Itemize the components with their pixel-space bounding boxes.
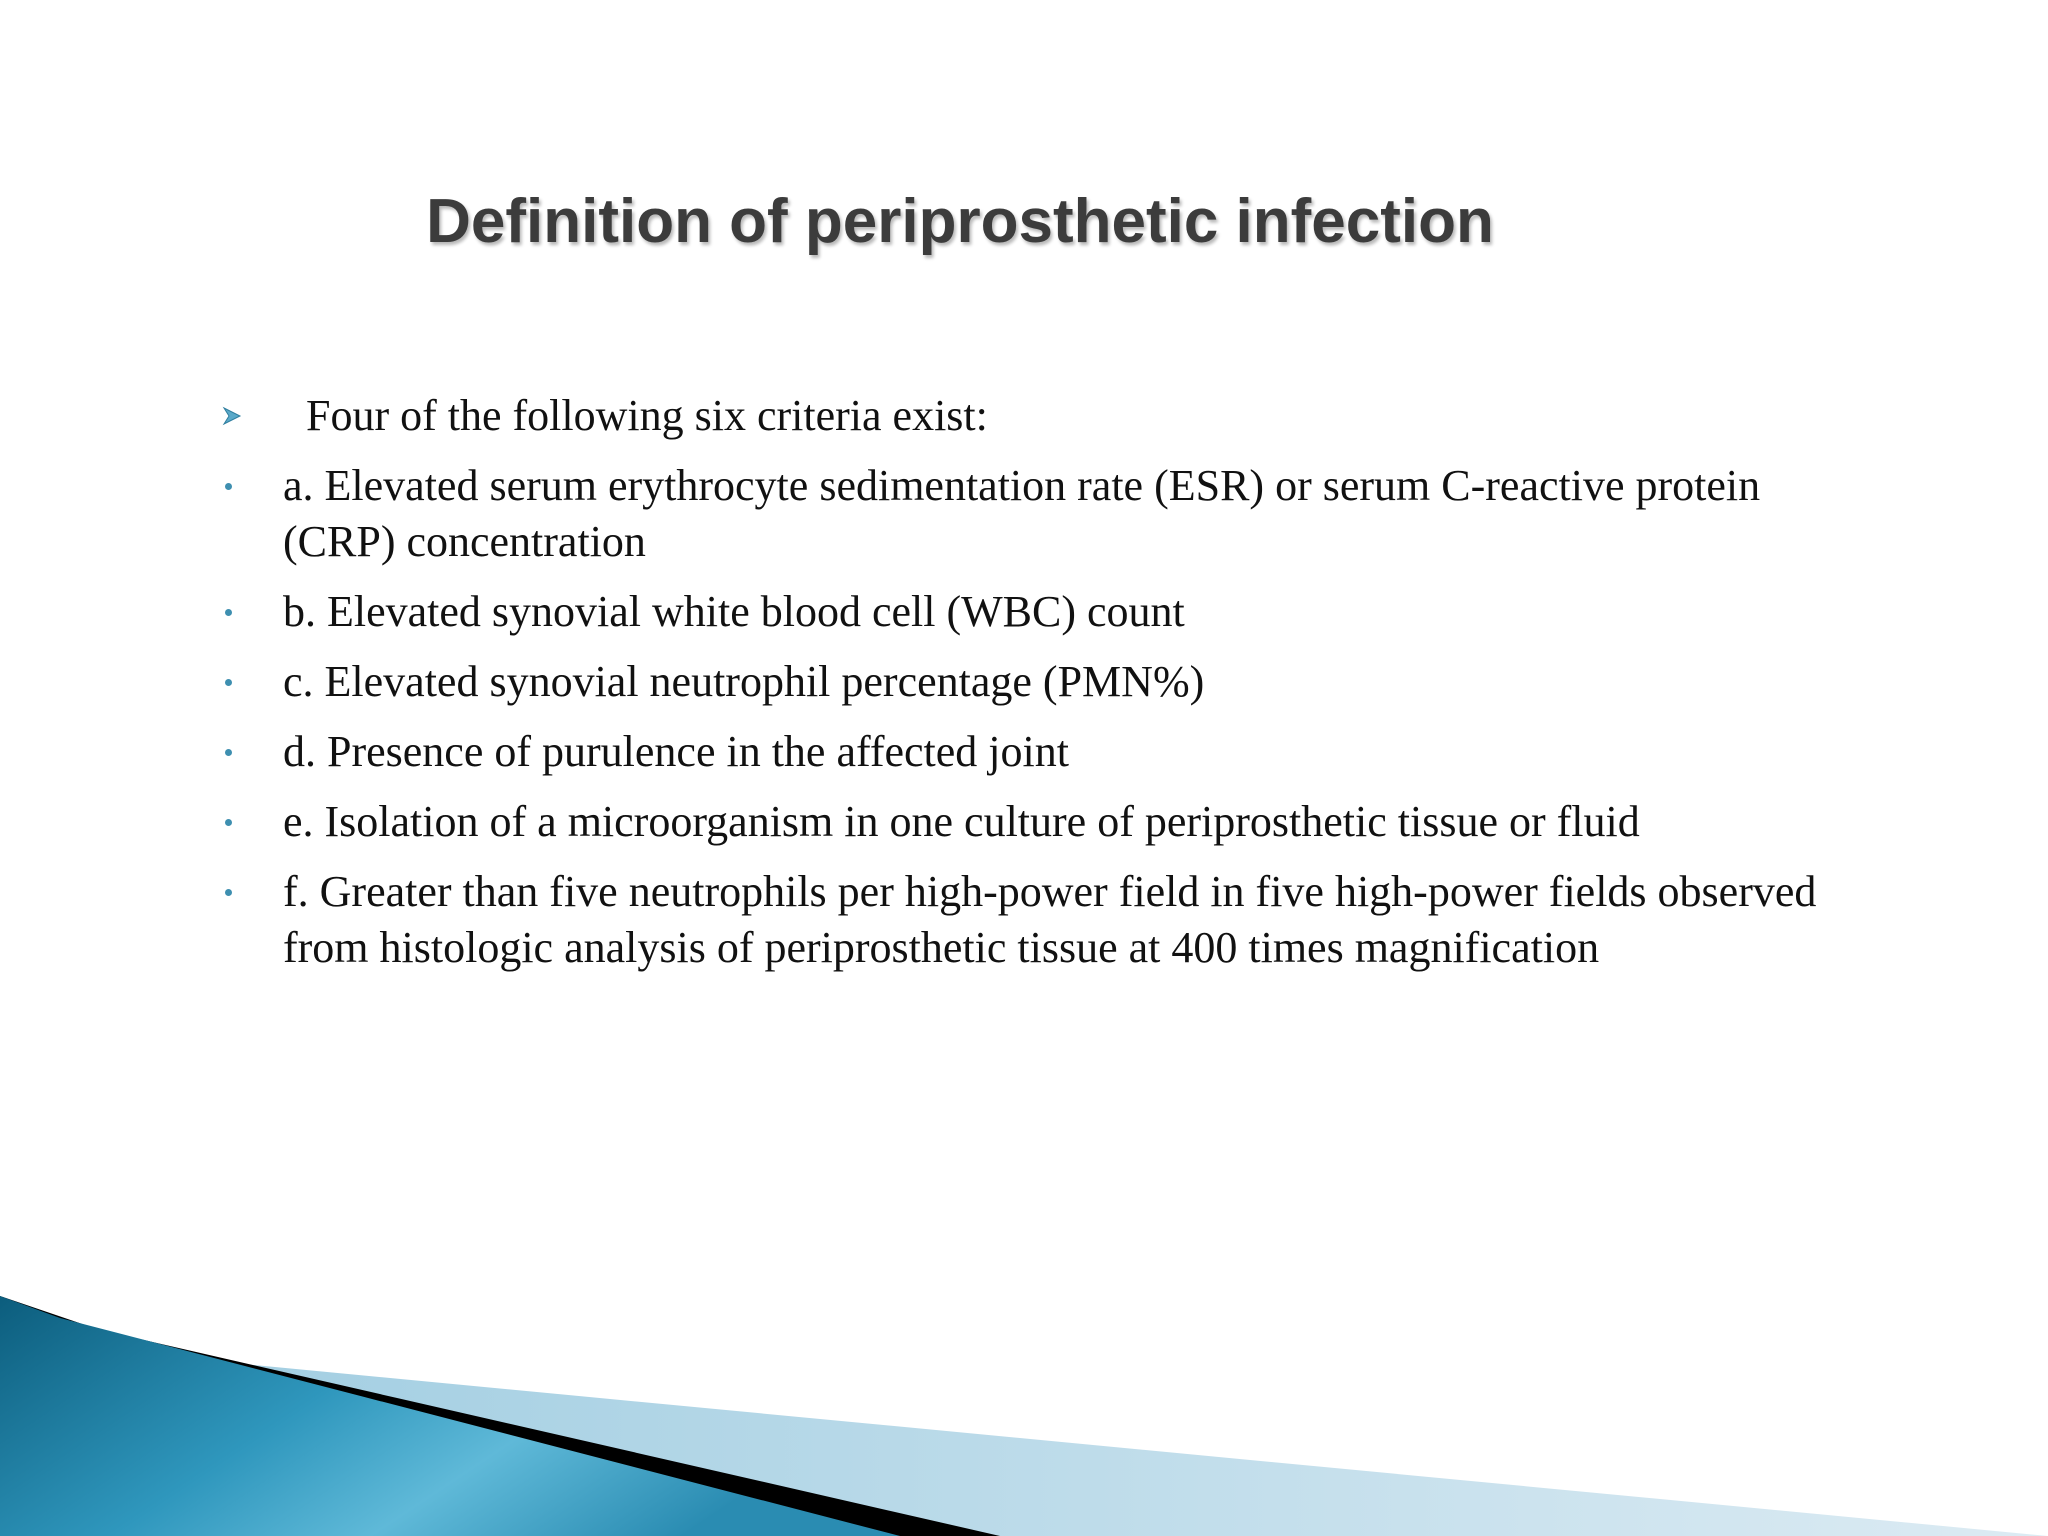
- criteria-text: f. Greater than five neutrophils per high-power field in five high-power fields observed from histologic analysis of periprosthetic tissue at 400 times magnification: [283, 867, 1817, 972]
- bullet-dot-icon: [225, 819, 232, 826]
- bullet-dot-icon: [225, 609, 232, 616]
- arrow-bullet-icon: [222, 406, 242, 426]
- slide-title: Definition of periprosthetic infection: [426, 187, 1494, 256]
- criteria-list: [218, 458, 1818, 976]
- list-item: [218, 458, 1818, 570]
- light-stripe: [0, 1296, 2048, 1536]
- criteria-text: c. Elevated synovial neutrophil percentage (PMN%): [283, 657, 1205, 706]
- lead-line: [218, 388, 1818, 444]
- list-item: [218, 794, 1818, 850]
- bullet-dot-icon: [225, 483, 232, 490]
- criteria-text: a. Elevated serum erythrocyte sedimentation rate (ESR) or serum C-reactive protein (CRP) concentration: [283, 461, 1761, 566]
- slide-body: [218, 388, 1818, 990]
- lead-text: Four of the following six criteria exist:: [306, 391, 988, 440]
- criteria-text: d. Presence of purulence in the affected joint: [283, 727, 1069, 776]
- bullet-dot-icon: [225, 749, 232, 756]
- list-item: [218, 724, 1818, 780]
- teal-stripe: [0, 1296, 900, 1536]
- list-item: [218, 584, 1818, 640]
- criteria-text: e. Isolation of a microorganism in one culture of periprosthetic tissue or fluid: [283, 797, 1640, 846]
- bullet-dot-icon: [225, 889, 232, 896]
- bullet-dot-icon: [225, 679, 232, 686]
- list-item: [218, 864, 1818, 976]
- dark-stripe: [0, 1296, 1000, 1536]
- criteria-text: b. Elevated synovial white blood cell (WBC) count: [283, 587, 1185, 636]
- list-item: [218, 654, 1818, 710]
